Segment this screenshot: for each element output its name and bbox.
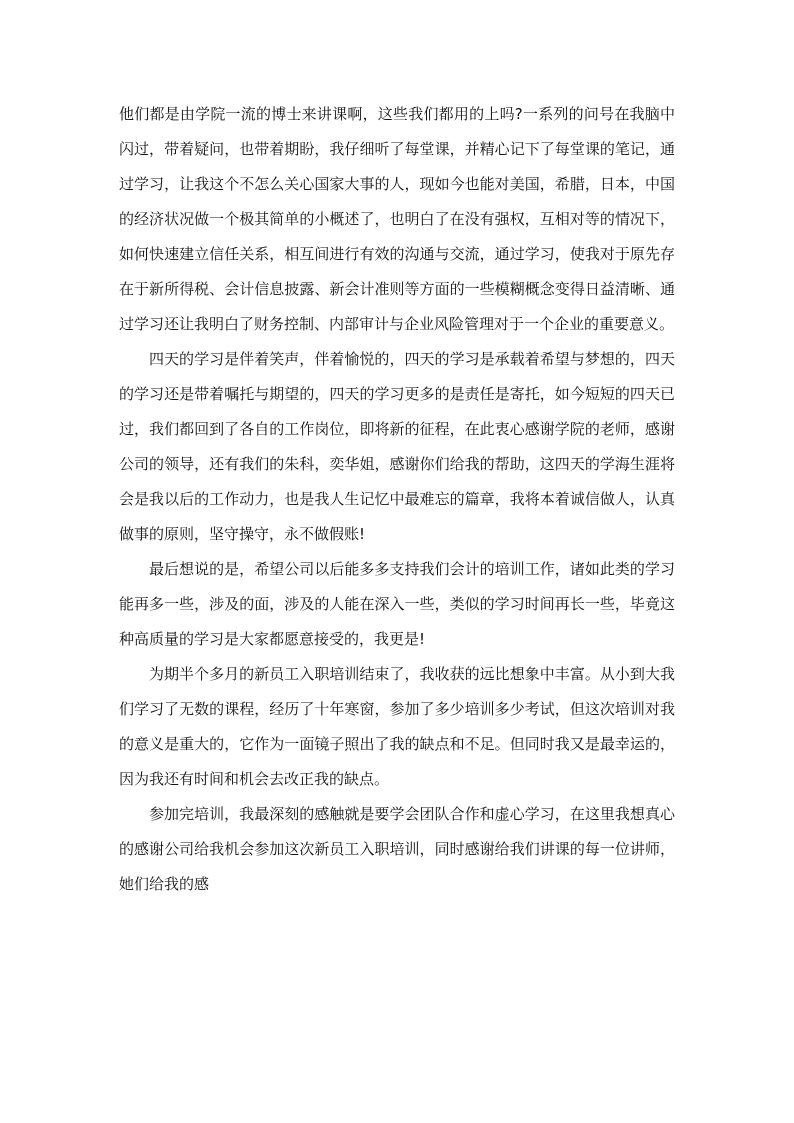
paragraph-4: 为期半个多月的新员工入职培训结束了，我收获的远比想象中丰富。从小到大我们学习了无数的课程，经历了十年寒窗，参加了多少培训多少考试，但这次培训对我的意义是重大的，它作为一面镜子照出了我的缺点和不足。但同时我又是最幸运的，因为我还有时间和机会去改正我的缺点。 [119, 665, 675, 788]
paragraph-3: 最后想说的是，希望公司以后能多多支持我们会计的培训工作，诸如此类的学习能再多一些，涉及的面，涉及的人能在深入一些，类似的学习时间再长一些，毕竟这种高质量的学习是大家都愿意接受的，我更是! [119, 560, 675, 648]
document-body [119, 97, 675, 902]
paragraph-1: 他们都是由学院一流的博士来讲课啊，这些我们都用的上吗?一系列的问号在我脑中闪过，带着疑问，也带着期盼，我仔细听了每堂课，并精心记下了每堂课的笔记，通过学习，让我这个不怎么关心国家大事的人，现如今也能对美国，希腊，日本，中国的经济状况做一个极其简单的小概述了，也明白了在没有强权，互相对等的情况下，如何快速建立信任关系，相互间进行有效的沟通与交流，通过学习，使我对于原先存在于新所得税、会计信息披露、新会计准则等方面的一些模糊概念变得日益清晰、通过学习还让我明白了财务控制、内部审计与企业风险管理对于一个企业的重要意义。 [119, 105, 675, 333]
paragraph-2: 四天的学习是伴着笑声，伴着愉悦的，四天的学习是承载着希望与梦想的，四天的学习还是带着嘱托与期望的，四天的学习更多的是责任是寄托，如今短短的四天已过，我们都回到了各自的工作岗位，即将新的征程，在此衷心感谢学院的老师，感谢公司的领导，还有我们的朱科，奕华姐，感谢你们给我的帮助，这四天的学海生涯将会是我以后的工作动力，也是我人生记忆中最难忘的篇章，我将本着诚信做人，认真做事的原则，坚守操守，永不做假账! [119, 350, 675, 543]
paragraph-5: 参加完培训，我最深刻的感触就是要学会团队合作和虚心学习，在这里我想真心的感谢公司给我机会参加这次新员工入职培训，同时感谢给我们讲课的每一位讲师，她们给我的感 [119, 805, 675, 893]
